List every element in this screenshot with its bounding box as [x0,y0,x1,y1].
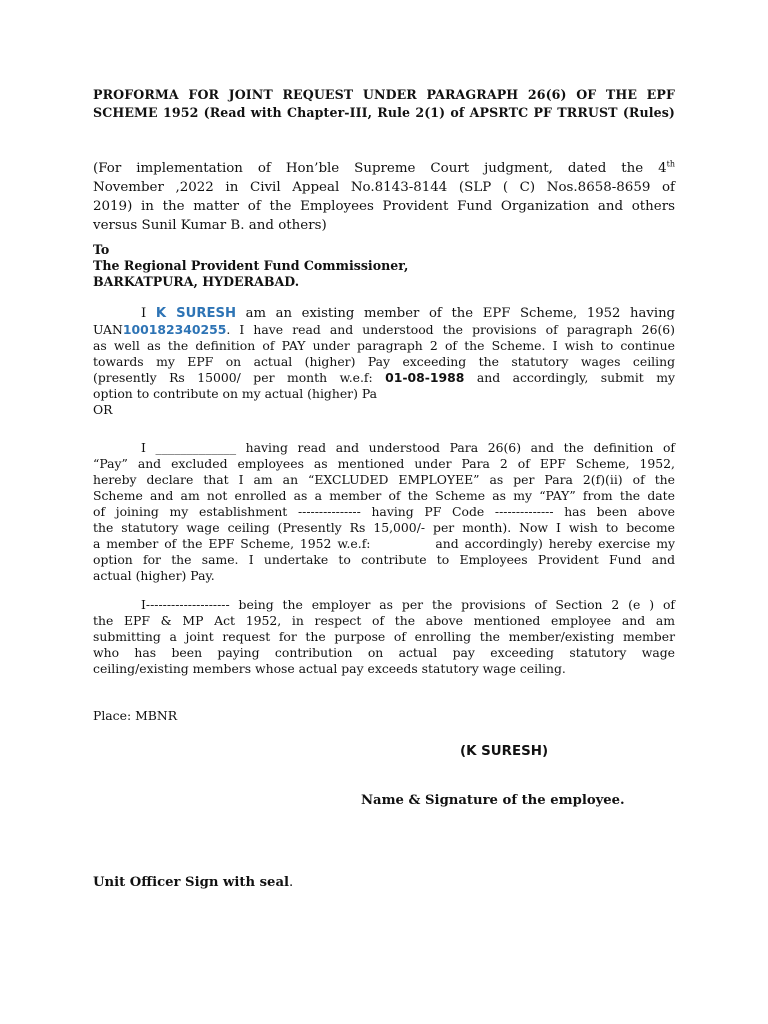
signature-name: (K SURESH) [460,744,549,759]
intro-line-1: (For implementation of Hon’ble Supreme Court judgment, dated the 4th [93,159,675,176]
unit-officer-line: Unit Officer Sign with seal. [93,875,294,890]
para2-line-6: the statutory wage ceiling (Presently Rs 15,000/- per month). Now I wish to become [93,520,675,535]
para3-line-5: ceiling/existing members whose actual pay exceeds statutory wage ceiling. [93,661,566,676]
para2-line-2: “Pay” and excluded employees as mentioned under Para 2 of EPF Scheme, 1952, [93,456,675,471]
para2-line-7: a member of the EPF Scheme, 1952 w.e.f: and accordingly) hereby exercise my [93,536,675,551]
employee-name: K SURESH [155,306,237,321]
para3-line-3: submitting a joint request for the purpose of enrolling the member/existing member [93,629,675,644]
para1-line-3: as well as the definition of PAY under paragraph 2 of the Scheme. I wish to continue [93,338,675,353]
effective-date: 01-08-1988 [385,370,465,385]
para1-line-6: option to contribute on my actual (higher) Pa [93,386,378,401]
para3-line-4: who has been paying contribution on actual pay exceeding statutory wage [93,645,675,660]
intro-line-4: versus Sunil Kumar B. and others) [93,218,327,233]
para3-line-2: the EPF & MP Act 1952, in respect of the above mentioned employee and am [93,613,675,628]
employer-paragraph [93,597,675,677]
para1-line-2: UAN100182340255. I have read and understood the provisions of paragraph 26(6) [93,322,675,337]
para2-line-1: I _____________ having read and understood Para 26(6) and the definition of [141,440,675,455]
para1-line-4: towards my EPF on actual (higher) Pay exceeding the statutory wages ceiling [93,354,675,369]
para2-line-8: option for the same. I undertake to contribute to Employees Provident Fund and [93,552,675,567]
address-line-1: The Regional Provident Fund Commissioner, [93,258,409,273]
heading-line-2: SCHEME 1952 (Read with Chapter-III, Rule 2(1) of APSRTC PF TRRUST (Rules) [93,105,675,120]
uan-number: 100182340255 [122,322,227,337]
para3-line-1: I-------------------- being the employer as per the provisions of Section 2 (e ) of [141,597,675,612]
excluded-employee-paragraph [93,440,675,584]
para2-line-5: of joining my establishment --------------- having PF Code -------------- has been above [93,504,675,519]
member-paragraph [93,306,675,418]
intro-paragraph [93,159,675,235]
intro-line-3: 2019) in the matter of the Employees Provident Fund Organization and others [93,199,675,214]
para1-line-1: I K SURESH am an existing member of the EPF Scheme, 1952 having [141,306,676,321]
place: Place: MBNR [93,708,178,723]
address-to: To [93,242,110,257]
intro-line-2: November ,2022 in Civil Appeal No.8143-8144 (SLP ( C) Nos.8658-8659 of [93,180,675,195]
address-line-2: BARKATPURA, HYDERABAD. [93,274,300,289]
para2-line-3: hereby declare that I am an “EXCLUDED EMPLOYEE” as per Para 2(f)(ii) of the [93,472,675,487]
para2-line-9: actual (higher) Pay. [93,568,215,583]
para1-line-5: (presently Rs 15000/ per month w.e.f: 01-08-1988 and accordingly, submit my [93,370,675,385]
unit-officer-label: Unit Officer Sign with seal [93,875,289,890]
or-separator: OR [93,402,113,417]
heading-line-1: PROFORMA FOR JOINT REQUEST UNDER PARAGRAPH 26(6) OF THE EPF [93,87,675,102]
signature-label: Name & Signature of the employee. [361,793,625,808]
para2-line-4: Scheme and am not enrolled as a member of the Scheme as my “PAY” from the date [93,488,675,503]
